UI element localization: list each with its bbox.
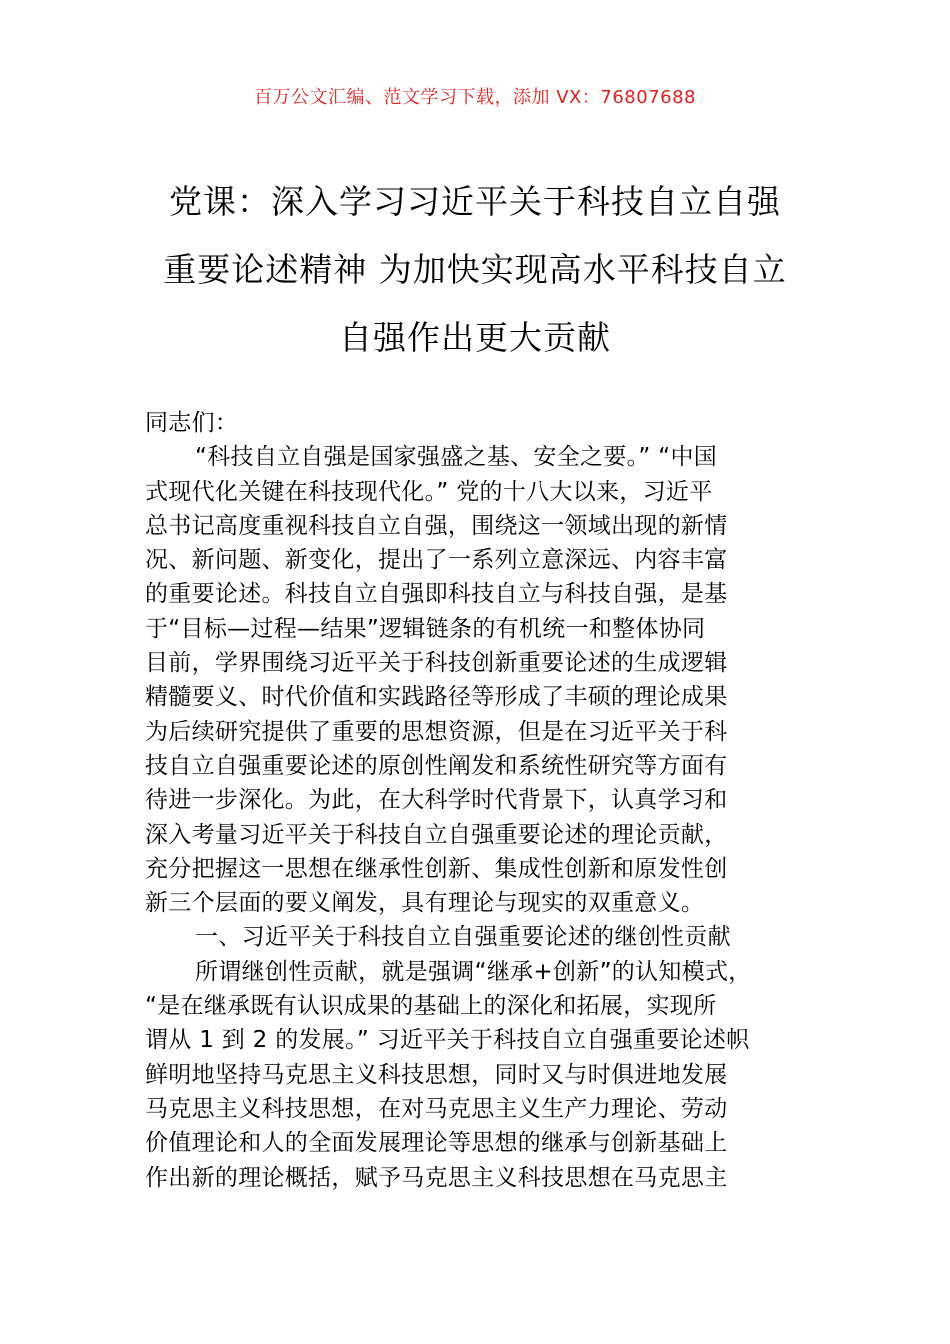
paragraph-line: 精髓要义、时代价值和实践路径等形成了丰硕的理论成果 [145,684,728,711]
document-body [145,406,813,1195]
paragraph-line: 总书记高度重视科技自立自强，围绕这一领域出现的新情 [145,512,728,539]
title-line: 自强作出更大贡献 [339,318,611,357]
title-line: 重要论述精神 为加快实现高水平科技自立 [163,250,787,289]
paragraph-line: 待进一步深化。为此，在大科学时代背景下，认真学习和 [145,787,728,814]
watermark-banner: 百万公文汇编、范文学习下载，添加 VX：76807688 [254,87,696,108]
document-title [120,168,830,372]
paragraph-line: 深入考量习近平关于科技自立自强重要论述的理论贡献， [145,821,728,848]
paragraph-line: 目前，学界围绕习近平关于科技创新重要论述的生成逻辑 [145,650,728,677]
paragraph-line: 鲜明地坚持马克思主义科技思想，同时又与时俱进地发展 [145,1061,728,1088]
paragraph-line: 况、新问题、新变化，提出了一系列立意深远、内容丰富 [145,547,728,574]
paragraph-line: 式现代化关键在科技现代化。” 党的十八大以来，习近平 [145,478,713,505]
paragraph-line: “科技自立自强是国家强盛之基、安全之要。” “中国 [195,444,718,471]
paragraph-line: 充分把握这一思想在继承性创新、集成性创新和原发性创 [145,855,728,882]
section-heading: 一、习近平关于科技自立自强重要论述的继创性贡献 [195,924,731,951]
paragraph-line: 价值理论和人的全面发展理论等思想的继承与创新基础上 [145,1130,728,1157]
title-line: 党课：深入学习习近平关于科技自立自强 [169,182,781,221]
paragraph-line: 作出新的理论概括，赋予马克思主义科技思想在马克思主 [145,1164,728,1191]
paragraph-line: 所谓继创性贡献，就是强调“继承+创新”的认知模式， [195,958,752,985]
salutation: 同志们： [145,410,239,436]
paragraph-line: 技自立自强重要论述的原创性阐发和系统性研究等方面有 [145,752,728,779]
paragraph-line: 马克思主义科技思想，在对马克思主义生产力理论、劳动 [145,1095,728,1122]
paragraph-line: 谓从 1 到 2 的发展。” 习近平关于科技自立自强重要论述帜 [145,1027,750,1054]
paragraph-line: 新三个层面的要义阐发，具有理论与现实的双重意义。 [145,890,705,917]
paragraph-line: 于“目标—过程—结果”逻辑链条的有机统一和整体协同 [145,615,706,642]
paragraph-line: “是在继承既有认识成果的基础上的深化和拓展，实现所 [145,993,717,1020]
paragraph-line: 的重要论述。科技自立自强即科技自立与科技自强，是基 [145,581,728,608]
paragraph-line: 为后续研究提供了重要的思想资源，但是在习近平关于科 [145,718,728,745]
